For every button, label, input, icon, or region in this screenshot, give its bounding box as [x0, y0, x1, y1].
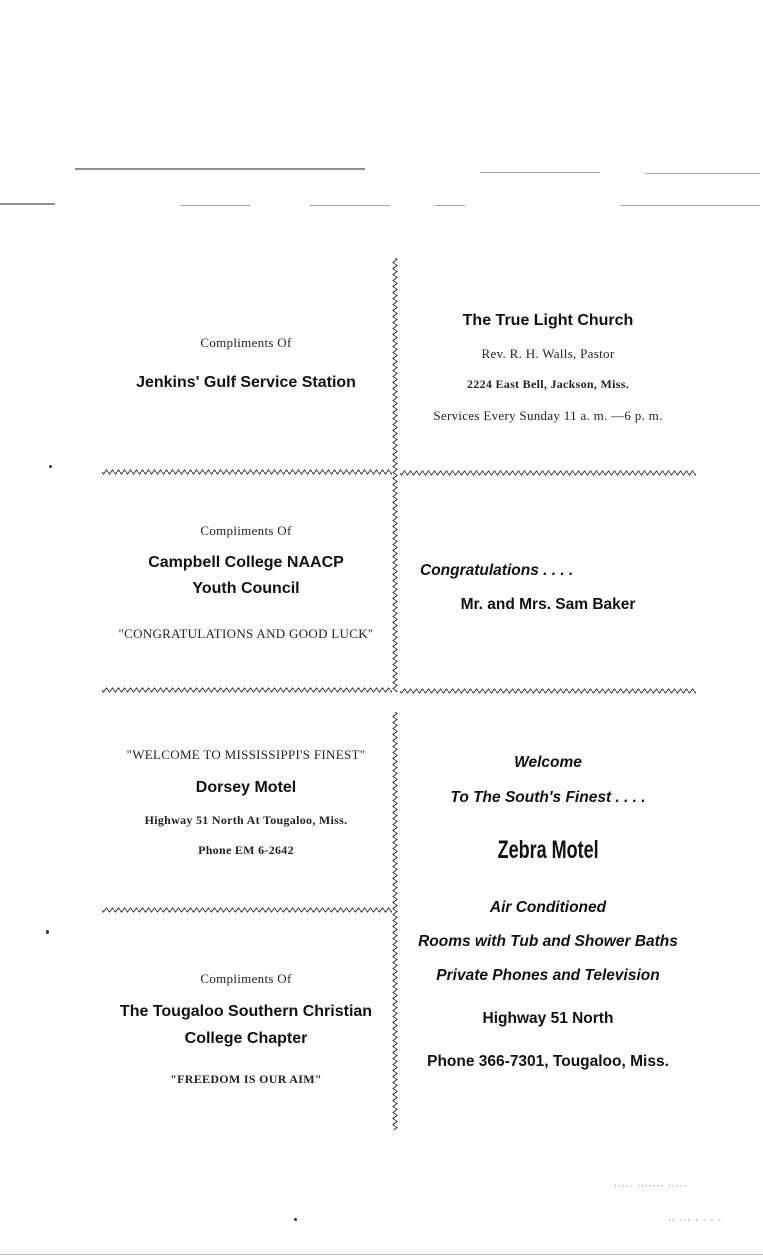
- scan-artifact-line: [645, 173, 760, 174]
- horizontal-divider: [400, 470, 696, 476]
- ad-tougaloo-chapter: [100, 966, 392, 1096]
- campbell-name-line1: Campbell College NAACP: [148, 554, 344, 571]
- ad-campbell-college: [100, 518, 392, 648]
- ad-zebra-motel: [400, 752, 696, 1082]
- campbell-name-line2: Youth Council: [192, 580, 300, 597]
- ad-sam-baker: [400, 560, 696, 620]
- church-name: The True Light Church: [462, 312, 634, 329]
- scan-artifact-line: [180, 205, 250, 206]
- church-services: Services Every Sunday 11 a. m. —6 p. m.: [433, 408, 663, 423]
- vertical-divider-bottom: [392, 712, 398, 1130]
- tougaloo-name-line2: College Chapter: [184, 1030, 308, 1047]
- scan-artifact-text: ·· ··· · · · ·: [668, 1216, 723, 1226]
- zebra-feature-phones: Private Phones and Television: [436, 967, 660, 984]
- scan-artifact-line: [0, 1254, 763, 1255]
- dorsey-name: Dorsey Motel: [195, 779, 297, 796]
- ad-true-light-church: [400, 310, 696, 430]
- scan-artifact-line: [75, 168, 365, 170]
- tougaloo-compliments: Compliments Of: [200, 971, 292, 986]
- ad-dorsey-motel: [100, 745, 392, 865]
- horizontal-divider: [102, 687, 392, 693]
- dorsey-phone: Phone EM 6-2642: [198, 843, 294, 857]
- scan-artifact-text: ····· ······· ·····: [614, 1182, 688, 1192]
- baker-congratulations: Congratulations . . . .: [420, 562, 574, 579]
- ad-jenkins: [100, 330, 392, 410]
- horizontal-divider: [102, 469, 392, 475]
- jenkins-name: Jenkins' Gulf Service Station: [136, 374, 356, 391]
- dorsey-address: Highway 51 North At Tougaloo, Miss.: [144, 813, 348, 827]
- horizontal-divider: [102, 907, 392, 913]
- scan-artifact-line: [435, 205, 465, 206]
- zebra-feature-air: Air Conditioned: [489, 899, 607, 916]
- zebra-name: Zebra Motel: [497, 836, 599, 864]
- scan-artifact-line: [0, 203, 55, 205]
- church-pastor: Rev. R. H. Walls, Pastor: [481, 346, 615, 361]
- campbell-compliments: Compliments Of: [200, 523, 292, 538]
- zebra-highway: Highway 51 North: [482, 1010, 614, 1027]
- scan-speck: [46, 930, 49, 934]
- zebra-tagline: To The South's Finest . . . .: [450, 789, 646, 806]
- scan-artifact-line: [480, 172, 600, 173]
- zebra-feature-rooms: Rooms with Tub and Shower Baths: [418, 933, 678, 950]
- scan-artifact-line: [310, 205, 390, 206]
- jenkins-compliments: Compliments Of: [200, 335, 292, 350]
- scan-artifact-line: [620, 205, 760, 206]
- baker-names: Mr. and Mrs. Sam Baker: [460, 596, 636, 613]
- horizontal-divider: [400, 688, 696, 694]
- scan-speck: [49, 465, 52, 468]
- church-address: 2224 East Bell, Jackson, Miss.: [466, 377, 629, 391]
- zebra-phone: Phone 366-7301, Tougaloo, Miss.: [427, 1053, 669, 1070]
- scan-speck: [294, 1218, 297, 1221]
- tougaloo-slogan: "FREEDOM IS OUR AIM": [170, 1072, 322, 1086]
- campbell-slogan: "CONGRATULATIONS AND GOOD LUCK": [118, 626, 374, 641]
- dorsey-slogan: "WELCOME TO MISSISSIPPI'S FINEST": [126, 747, 366, 762]
- tougaloo-name-line1: The Tougaloo Southern Christian: [119, 1003, 373, 1020]
- vertical-divider-top: [392, 258, 398, 692]
- zebra-welcome: Welcome: [514, 754, 582, 771]
